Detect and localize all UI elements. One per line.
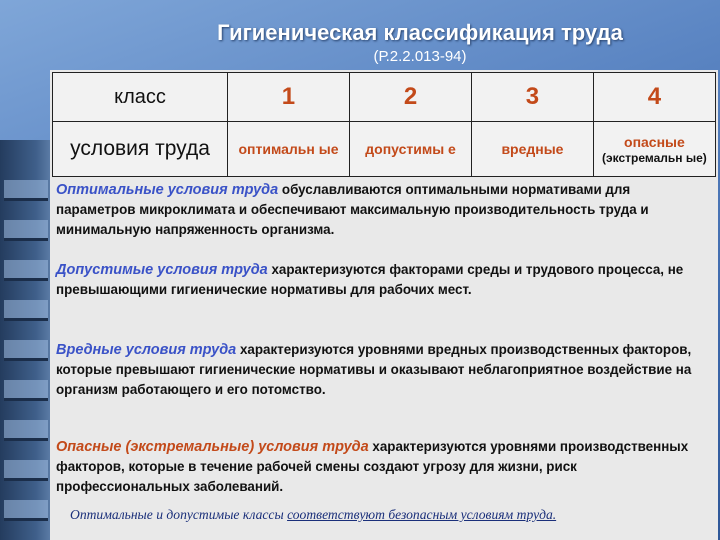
paragraph-text: характеризуются уровнями вредных производственных факторов, которые превышают гигиенические нормативы и оказывают неблагоприятное воздействие на организм работающего и его потомство. [56,342,692,397]
building-window [4,460,48,481]
condition-acceptable: допустимы е [350,122,472,177]
paragraph-acceptable [56,260,706,300]
class-number-2: 2 [350,73,472,122]
building-window [4,220,48,241]
term-harmful: Вредные условия труда [56,342,237,358]
condition-dangerous-main: опасные [624,133,685,150]
paragraph-text: характеризуются факторами среды и трудового процесса, не превышающими гигиенические нормативы для рабочих мест. [56,262,684,297]
table-row [53,73,716,122]
term-dangerous: Опасные (экстремальные) условия труда [56,439,369,455]
building-window [4,380,48,401]
building-window [4,340,48,361]
paragraph-dangerous [56,437,706,497]
term-acceptable: Допустимые условия труда [56,262,268,278]
paragraph-text: обуславливаются оптимальными нормативами для параметров микроклимата и обеспечивают максимальную производительность труда и минимальную напряженность организма. [56,182,649,237]
condition-optimal: оптимальн ые [227,122,349,177]
footer-text: Оптимальные и допустимые классы [70,507,288,522]
condition-dangerous [593,122,715,177]
paragraph-harmful [56,340,706,400]
footer-note [70,507,710,523]
footer-underlined: соответствуют безопасным условиям труда. [287,507,557,522]
condition-dangerous-sub: (экстремальн ые) [602,150,707,165]
building-window [4,180,48,201]
building-window [4,500,48,521]
paragraph-optimal [56,180,706,240]
class-number-1: 1 [227,73,349,122]
building-window [4,260,48,281]
table-row [53,122,716,177]
row-label-class: класс [53,73,228,122]
building-window [4,300,48,321]
row-label-conditions: условия труда [53,122,228,177]
class-number-3: 3 [472,73,594,122]
paragraph-text: характеризуются уровнями производственных факторов, которые в течение рабочей смены создают угрозу для жизни, риск профессиональных заболеваний. [56,439,689,494]
building-window [4,420,48,441]
class-number-4: 4 [593,73,715,122]
page-title: Гигиеническая классификация труда [217,20,623,45]
classification-table [52,72,716,177]
page-subtitle: (Р.2.2.013-94) [373,48,467,65]
condition-harmful: вредные [472,122,594,177]
term-optimal: Оптимальные условия труда [56,182,279,198]
